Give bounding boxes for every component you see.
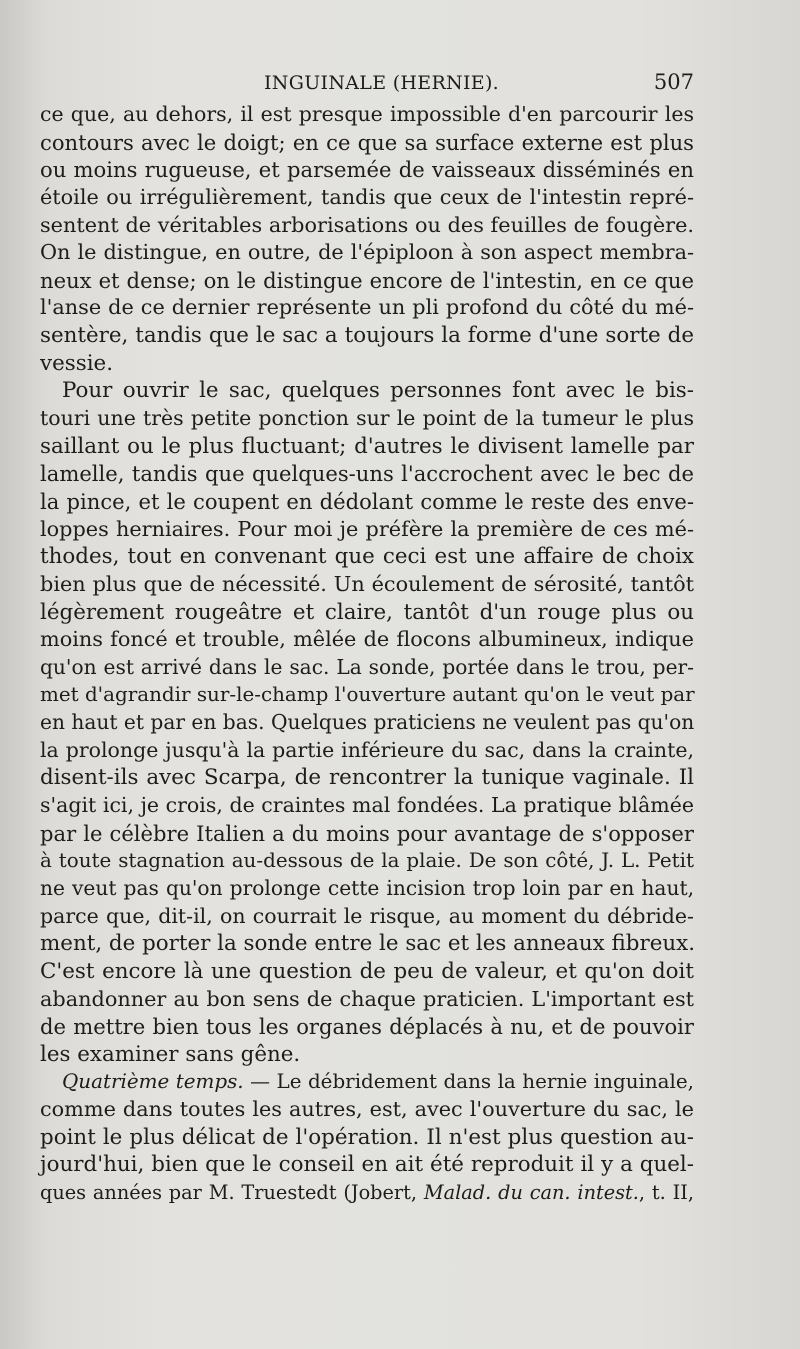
page-number: 507 bbox=[653, 70, 694, 94]
text-line: les examiner sans gêne. bbox=[40, 1041, 301, 1067]
text-line: contours avec le doigt; en ce que sa surface externe est plus bbox=[40, 129, 694, 155]
page-header bbox=[40, 70, 694, 100]
text-line: bien plus que de nécessité. Un écoulement de sérosité, tantôt bbox=[40, 571, 694, 596]
text-line: On le distingue, en outre, de l'épiploon à son aspect membra- bbox=[40, 240, 694, 265]
text-line: ne veut pas qu'on prolonge cette incision trop loin par en haut, bbox=[40, 875, 694, 900]
text-line: vessie. bbox=[40, 350, 113, 376]
text-line: par le célèbre Italien a du moins pour avantage de s'opposer bbox=[40, 820, 694, 846]
text-line: thodes, tout en convenant que ceci est une affaire de choix bbox=[40, 544, 694, 570]
text-line bbox=[40, 1068, 694, 1096]
text-line: ce que, au dehors, il est presque impossible d'en parcourir les bbox=[40, 102, 694, 126]
body-text bbox=[40, 101, 694, 1207]
section-heading-italic: Quatrième temps. bbox=[62, 1070, 244, 1094]
text-line bbox=[40, 1179, 694, 1207]
text-line: loppes herniaires. Pour moi je préfère la première de ces mé- bbox=[40, 516, 694, 541]
text-line: de mettre bien tous les organes déplacés à nu, et de pouvoir bbox=[40, 1014, 694, 1040]
text-fragment: , t. II, bbox=[638, 1180, 694, 1204]
text-line: saillant ou le plus fluctuant; d'autres le divisent lamelle par bbox=[40, 433, 694, 459]
text-line: la prolonge jusqu'à la partie inférieure du sac, dans la crainte, bbox=[40, 737, 694, 762]
text-line: touri une très petite ponction sur le point de la tumeur le plus bbox=[40, 406, 694, 431]
text-line: étoile ou irrégulièrement, tandis que ceux de l'intestin repré- bbox=[40, 184, 694, 209]
text-line: légèrement rougeâtre et claire, tantôt d'un rouge plus ou bbox=[40, 599, 694, 625]
text-line: qu'on est arrivé dans le sac. La sonde, portée dans le trou, per- bbox=[40, 654, 694, 679]
text-line: la pince, et le coupent en dédolant comme le reste des enve- bbox=[40, 488, 694, 514]
text-line: en haut et par en bas. Quelques praticiens ne veulent pas qu'on bbox=[40, 710, 695, 735]
text-line: C'est encore là une question de peu de valeur, et qu'on doit bbox=[40, 958, 694, 984]
text-line: sentère, tandis que le sac a toujours la forme d'une sorte de bbox=[40, 323, 694, 349]
text-line: Pour ouvrir le sac, quelques personnes font avec le bis- bbox=[62, 378, 694, 404]
text-line: met d'agrandir sur-le-champ l'ouverture autant qu'on le veut par bbox=[40, 683, 695, 707]
text-fragment: ques années par M. Truestedt (Jobert, bbox=[40, 1180, 424, 1204]
text-line: neux et dense; on le distingue encore de l'intestin, en ce que bbox=[40, 267, 694, 293]
citation-italic: Malad. du can. intest. bbox=[423, 1180, 639, 1204]
text-line: ou moins rugueuse, et parsemée de vaisseaux disséminés en bbox=[40, 157, 694, 183]
text-line: jourd'hui, bien que le conseil en ait été reproduit il y a quel- bbox=[40, 1152, 694, 1178]
text-line: parce que, dit-il, on courrait le risque, au moment du débride- bbox=[40, 903, 694, 928]
text-line: lamelle, tandis que quelques-uns l'accrochent avec le bec de bbox=[40, 461, 694, 487]
text-line: abandonner au bon sens de chaque praticien. L'important est bbox=[40, 986, 694, 1011]
text-line: sentent de véritables arborisations ou des feuilles de fougère. bbox=[40, 212, 694, 237]
running-title: INGUINALE (HERNIE). bbox=[264, 72, 500, 94]
text-line: l'anse de ce dernier représente un pli profond du côté du mé- bbox=[40, 295, 694, 320]
text-line: comme dans toutes les autres, est, avec l'ouverture du sac, le bbox=[40, 1097, 694, 1122]
text-line: moins foncé et trouble, mêlée de flocons albumineux, indique bbox=[40, 627, 694, 652]
text-line: point le plus délicat de l'opération. Il n'est plus question au- bbox=[40, 1124, 694, 1150]
text-fragment: — Le débridement dans la hernie inguinale, bbox=[243, 1070, 694, 1094]
text-line: ment, de porter la sonde entre le sac et les anneaux fibreux. bbox=[40, 931, 696, 957]
text-line: disent-ils avec Scarpa, de rencontrer la tunique vaginale. Il bbox=[40, 765, 694, 791]
text-line: s'agit ici, je crois, de craintes mal fondées. La pratique blâmée bbox=[40, 793, 694, 818]
text-line: à toute stagnation au-dessous de la plaie. De son côté, J. L. Petit bbox=[40, 849, 694, 873]
